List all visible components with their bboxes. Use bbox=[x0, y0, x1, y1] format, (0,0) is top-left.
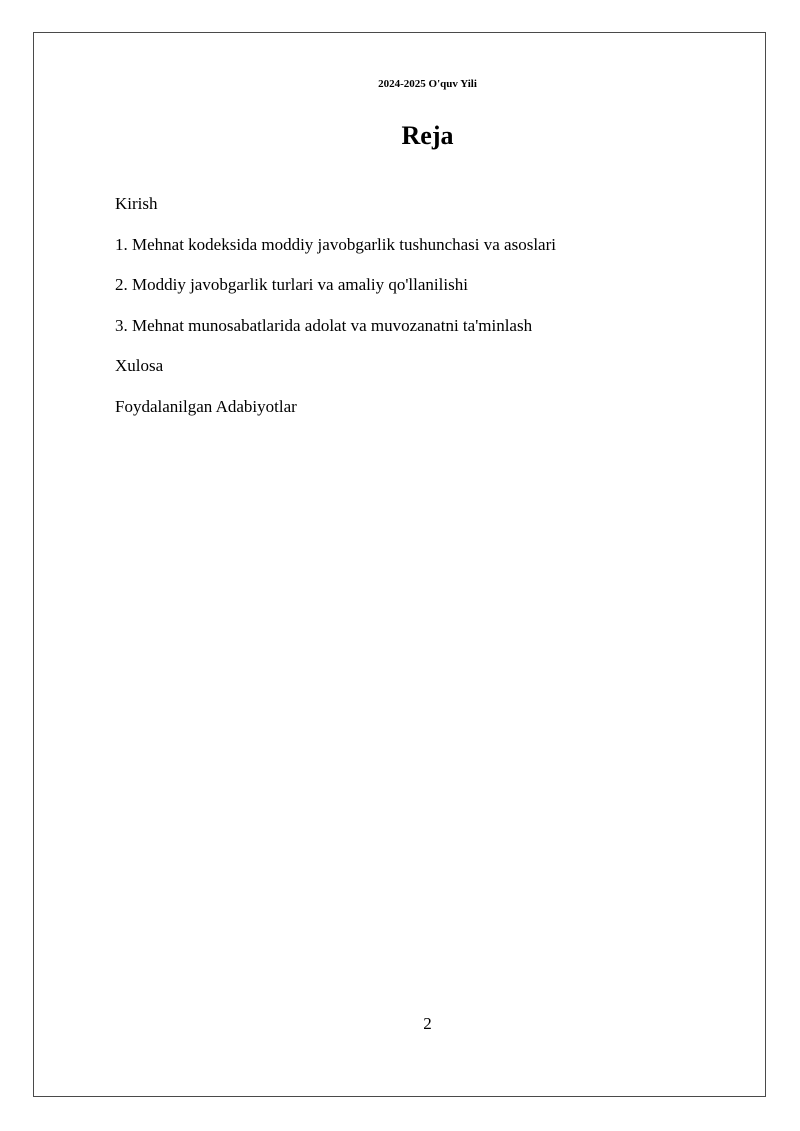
table-of-contents bbox=[115, 190, 556, 433]
document-title: Reja bbox=[401, 121, 454, 150]
toc-item-section-1: 1. Mehnat kodeksida moddiy javobgarlik tushunchasi va asoslari bbox=[115, 234, 556, 254]
toc-item-section-3: 3. Mehnat munosabatlarida adolat va muvozanatni ta'minlash bbox=[115, 315, 533, 335]
page-number: 2 bbox=[423, 1014, 432, 1033]
toc-item-references: Foydalanilgan Adabiyotlar bbox=[115, 396, 297, 416]
document-page bbox=[33, 32, 766, 1097]
toc-item-introduction: Kirish bbox=[115, 194, 158, 213]
page-header-academic-year: 2024-2025 O'quv Yili bbox=[378, 78, 477, 90]
toc-item-section-2: 2. Moddiy javobgarlik turlari va amaliy qo'llanilishi bbox=[115, 275, 468, 294]
toc-item-conclusion: Xulosa bbox=[115, 356, 164, 375]
